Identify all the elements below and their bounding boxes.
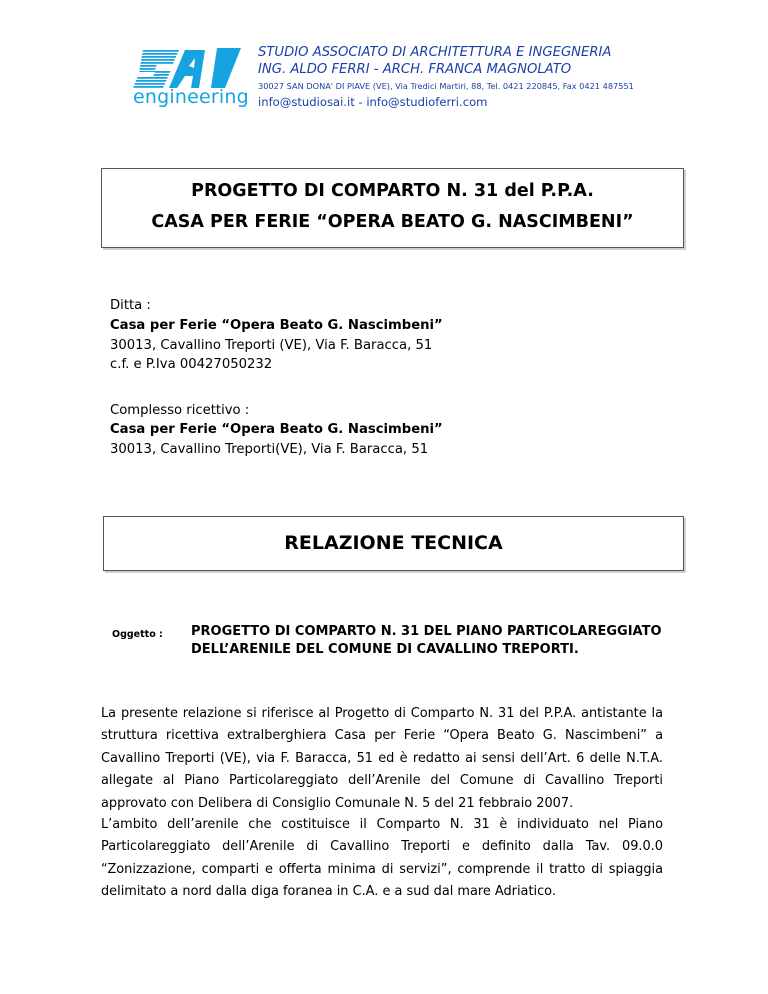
paragraph: La presente relazione si riferisce al Progetto di Comparto N. 31 del P.P.A. antistante la struttura ricettiva extralberghiera Casa per Ferie “Opera Beato G. Nascimbeni” a Cavallino Treporti (VE), via F. Baracca, 51 ed è redatto ai sensi dell’Art. 6 delle N.T.A. allegate al Piano Particolareggiato dell’Arenile del Comune di Cavallino Treporti approvato con Delibera di Consiglio Comunale N. 5 del 21 febbraio 2007.: [101, 706, 663, 811]
document-subtitle: CASA PER FERIE “OPERA BEATO G. NASCIMBENI”: [151, 212, 634, 232]
title-box: [101, 168, 684, 248]
oggetto-line-2: DELL’ARENILE DEL COMUNE DI CAVALLINO TREPORTI.: [191, 642, 579, 657]
studio-emails: info@studiosai.it - info@studioferri.com: [258, 95, 488, 109]
section-title-box: [103, 516, 684, 571]
oggetto-line-1: PROGETTO DI COMPARTO N. 31 DEL PIANO PARTICOLAREGGIATO: [191, 624, 662, 639]
studio-partners: ING. ALDO FERRI - ARCH. FRANCA MAGNOLATO: [258, 62, 572, 77]
complesso-address: 30013, Cavallino Treporti(VE), Via F. Baracca, 51: [110, 442, 429, 457]
oggetto-label: Oggetto :: [112, 629, 163, 640]
section-title: RELAZIONE TECNICA: [284, 532, 503, 554]
document-title: PROGETTO DI COMPARTO N. 31 del P.P.A.: [191, 181, 594, 201]
studio-address: 30027 SAN DONA' DI PIAVE (VE), Via Tredici Martiri, 88, Tel. 0421 220845, Fax 0421 487551: [258, 81, 634, 91]
ditta-tax-code: c.f. e P.Iva 00427050232: [110, 357, 273, 372]
studio-name: STUDIO ASSOCIATO DI ARCHITETTURA E INGEGNERIA: [258, 45, 612, 60]
paragraph: L’ambito dell’arenile che costituisce il Comparto N. 31 è individuato nel Piano Particolareggiato dell’Arenile di Cavallino Treporti e definito dalla Tav. 09.0.0 “Zonizzazione, comparti e offerta minima di servizi”, comprende il tratto di spiaggia delimitato a nord dalla diga foranea in C.A. e a sud dal mare Adriatico.: [101, 817, 663, 900]
logo-wordmark: engineering: [133, 86, 249, 108]
ditta-name: Casa per Ferie “Opera Beato G. Nascimbeni”: [110, 318, 443, 333]
ditta-label: Ditta :: [110, 298, 151, 313]
ditta-address: 30013, Cavallino Treporti (VE), Via F. Baracca, 51: [110, 338, 433, 353]
complesso-label: Complesso ricettivo :: [110, 403, 250, 418]
complesso-name: Casa per Ferie “Opera Beato G. Nascimbeni”: [110, 422, 443, 437]
